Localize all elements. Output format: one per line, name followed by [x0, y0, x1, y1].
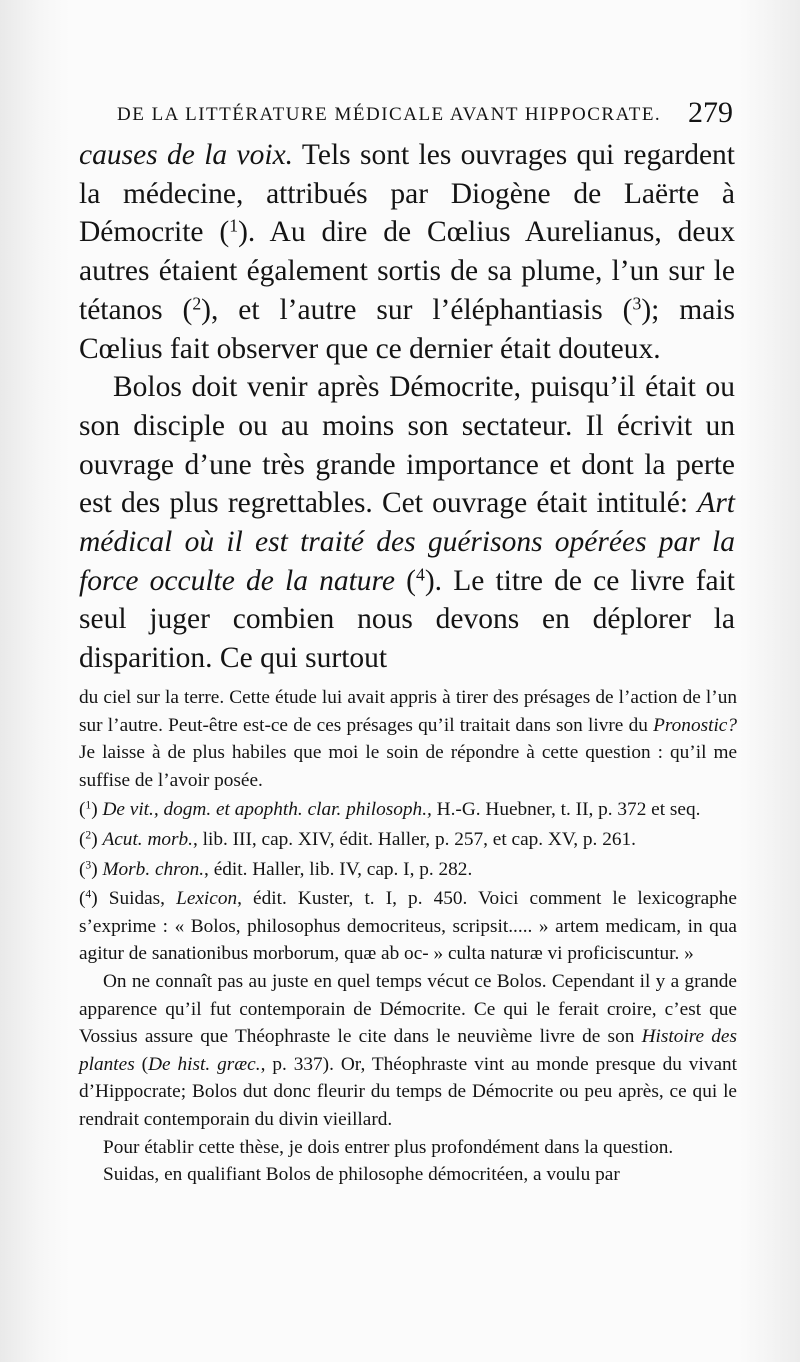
footnote-ref-2: 2 — [192, 293, 202, 314]
paragraph-suidas: Suidas, en qualifiant Bolos de philosophe démocritéen, a voulu par — [103, 1164, 620, 1186]
paragraph-bolos: Bolos doit venir après Démocrite, puisqu’il était ou son disciple ou au moins son sectateur. Il écrivit un ouvrage d’une très grande importance et dont la perte est des plus regrettables. Cet ouvrage était intitulé: Art médical où il est traité des guérisons opérées par la force occulte de la nature ($^4$). Le titre de ce livre fait seul juger combien nous devons en déplorer la disparition. Ce qui surtout — [79, 371, 736, 675]
footnote-2: ($^2$) Acut. morb., lib. III, cap. XIV, édit. Haller, p. 257, et cap. XV, p. 261. — [79, 828, 636, 850]
running-title: DE LA LITTÉRATURE MÉDICALE AVANT HIPPOCRATE. — [117, 104, 662, 125]
footnote-ref-3: 3 — [632, 293, 642, 314]
footnote-4: ($^4$) Suidas, Lexicon, édit. Kuster, t. I, p. 450. Voici comment le lexicographe s’exprime : « Bolos, philosophus democriteus, scripsit..... » artem medicam, in qua agitur de sanationibus morborum, quæ ab oc- » culta naturæ vi proficiscuntur. » — [79, 887, 737, 965]
footnote-ref-4: 4 — [416, 564, 425, 584]
paragraph-date-of-bolos: On ne connaît pas au juste en quel temps vécut ce Bolos. Cependant il y a grande apparence qu’il fut contemporain de Démocrite. Ce qui le ferait croire, c’est que Vossius assure que Théophraste le cite dans le neuvième livre de son Histoire des plantes (De hist. græc., p. 337). Or, Théophraste vint au monde presque du vivant d’Hippocrate; Bolos dut donc fleurir du temps de Démocrite ou peu après, ce qui le rendrait contemporain du divin vieillard. — [79, 970, 738, 1130]
main-text — [79, 136, 735, 678]
footnote-1: ($^1$) De vit., dogm. et apophth. clar. philosoph., H.-G. Huebner, t. II, p. 372 et seq. — [79, 799, 701, 821]
page-header — [117, 96, 737, 136]
book-title: Art médical où il est traité des guérisons opérées par la force occulte de la nature — [79, 487, 735, 597]
paragraph-thesis: Pour établir cette thèse, je dois entrer plus profondément dans la question. — [103, 1136, 674, 1158]
footnote-ref-1: 1 — [229, 215, 239, 236]
page-number: 279 — [688, 96, 733, 129]
paragraph-democrite: causes de la voix. Tels sont les ouvrages qui regardent la médecine, attribués par Diogène de Laërte à Démocrite ($^1$). Au dire de Cœlius Aurelianus, deux autres étaient également sortis de sa plume, l’un sur le tétanos ($^2$), et l’autre sur l’éléphantiasis ($^3$); mais Cœlius fait observer que ce dernier était douteux. — [79, 139, 735, 365]
footnotes — [79, 684, 737, 1189]
footnote-3: ($^3$) Morb. chron., édit. Haller, lib. IV, cap. I, p. 282. — [79, 858, 473, 880]
note-continuation: du ciel sur la terre. Cette étude lui avait appris à tirer des présages de l’action de l’un sur l’autre. Peut-être est-ce de ces présages qu’il traitait dans son livre du Pronostic? Je laisse à de plus habiles que moi le soin de répondre à cette question : qu’il me suffise de l’avoir posée. — [79, 687, 737, 791]
